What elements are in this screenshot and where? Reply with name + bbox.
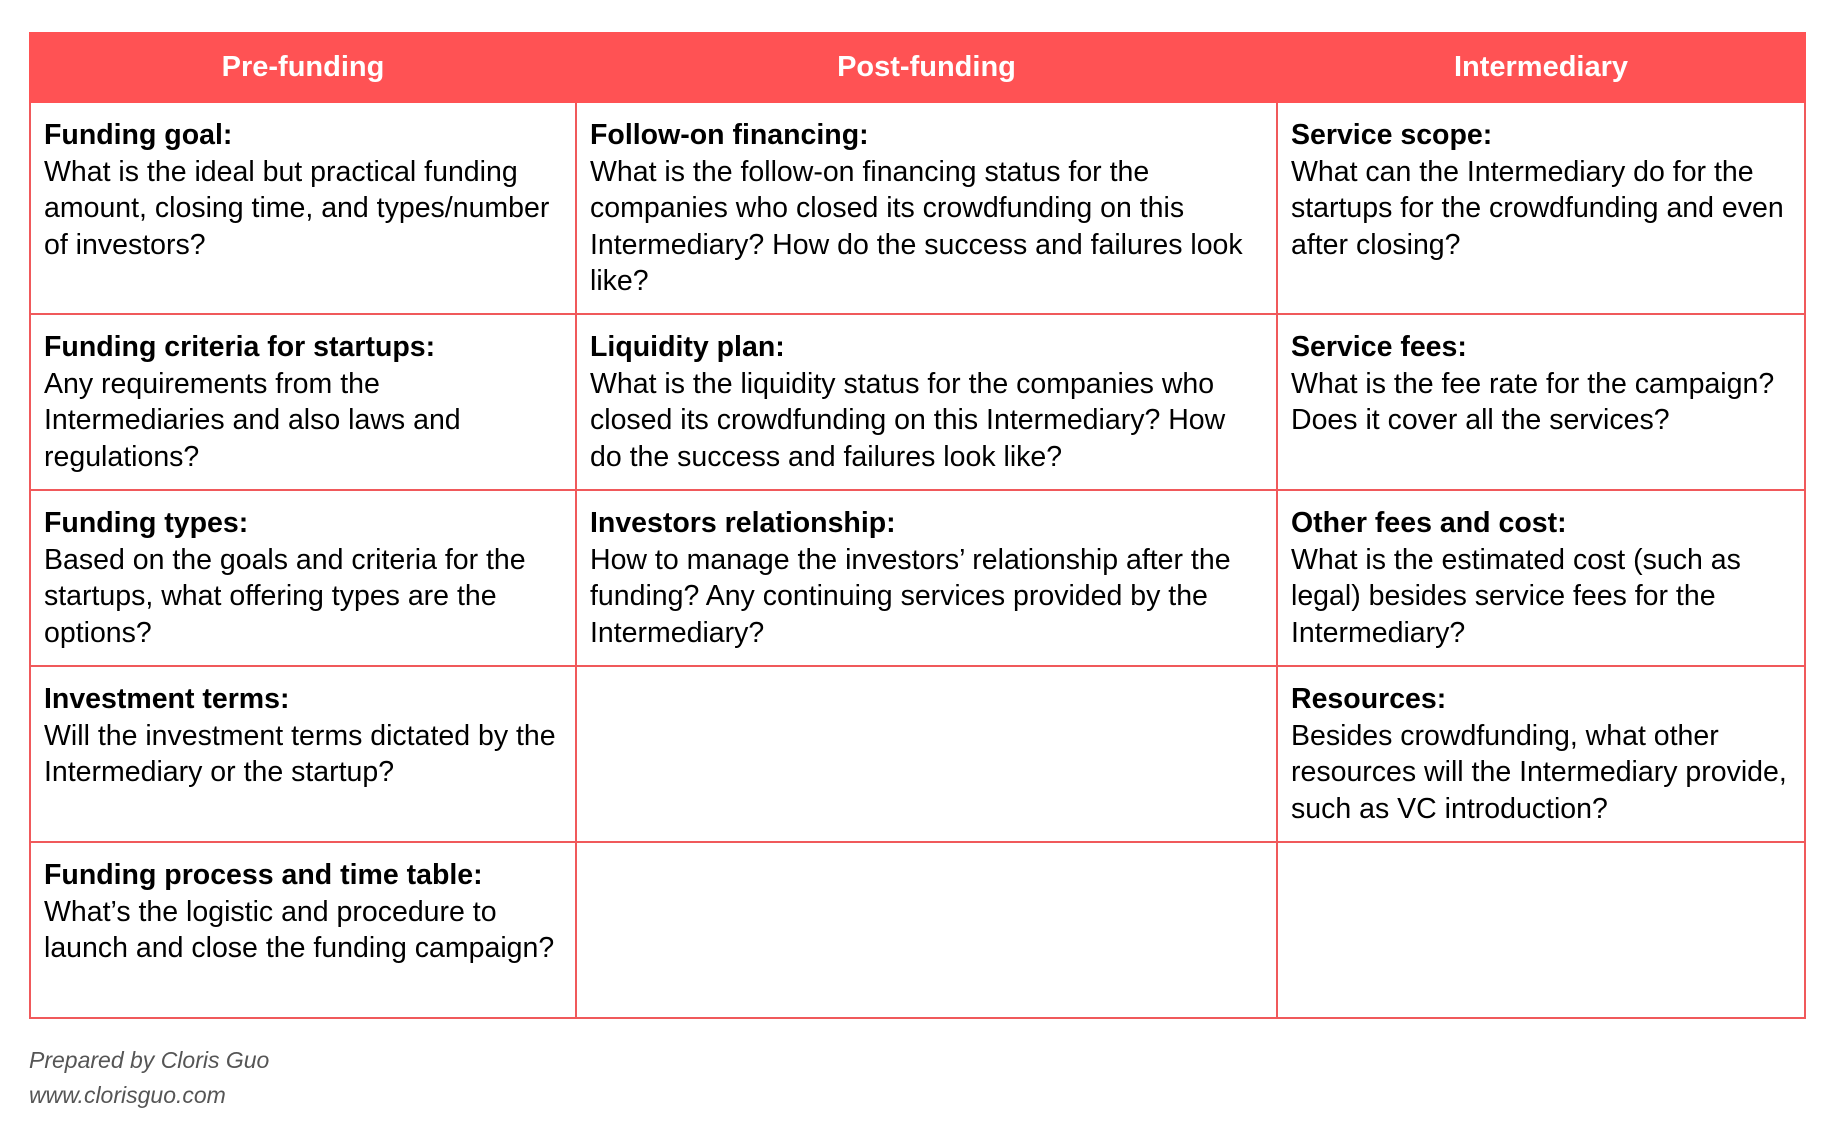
cell-body: Any requirements from the Intermediaries and also laws and regulations? <box>44 367 461 473</box>
table-cell <box>1277 490 1805 666</box>
cell-title: Funding goal: <box>44 119 233 151</box>
table-row <box>30 314 1805 490</box>
table-cell <box>30 666 576 842</box>
table-cell-empty <box>576 666 1277 842</box>
website-text: www.clorisguo.com <box>29 1082 226 1108</box>
table-cell <box>1277 102 1805 314</box>
column-header-post-funding: Post-funding <box>576 33 1277 102</box>
cell-title: Funding process and time table: <box>44 859 483 891</box>
column-header-intermediary: Intermediary <box>1277 33 1805 102</box>
cell-body: What is the liquidity status for the companies who closed its crowdfunding on this Intermediary? How do the success and failures look like? <box>590 367 1226 473</box>
checklist-table-container <box>29 32 1804 1019</box>
cell-title: Resources: <box>1291 683 1447 715</box>
prepared-by-text: Prepared by Cloris Guo <box>29 1047 270 1073</box>
table-cell <box>30 842 576 1018</box>
cell-body: Will the investment terms dictated by the Intermediary or the startup? <box>44 719 556 788</box>
cell-title: Investors relationship: <box>590 507 896 539</box>
cell-title: Funding types: <box>44 507 249 539</box>
table-cell <box>1277 666 1805 842</box>
cell-body: What is the fee rate for the campaign? Does it cover all the services? <box>1291 367 1775 436</box>
table-cell <box>576 490 1277 666</box>
cell-body: How to manage the investors’ relationship after the funding? Any continuing services provided by the Intermediary? <box>590 543 1231 649</box>
cell-body: Besides crowdfunding, what other resources will the Intermediary provide, such as VC introduction? <box>1291 719 1787 825</box>
table-cell <box>30 102 576 314</box>
cell-title: Investment terms: <box>44 683 290 715</box>
cell-title: Service fees: <box>1291 331 1467 363</box>
cell-title: Service scope: <box>1291 119 1493 151</box>
cell-title: Funding criteria for startups: <box>44 331 436 363</box>
column-header-pre-funding: Pre-funding <box>30 33 576 102</box>
table-cell <box>1277 314 1805 490</box>
cell-title: Liquidity plan: <box>590 331 785 363</box>
cell-body: What is the ideal but practical funding amount, closing time, and types/number of investors? <box>44 155 550 261</box>
table-cell <box>576 102 1277 314</box>
cell-title: Follow-on financing: <box>590 119 869 151</box>
cell-body: What is the follow-on financing status for the companies who closed its crowdfunding on this Intermediary? How do the success and failures look like? <box>590 155 1243 297</box>
cell-body: Based on the goals and criteria for the startups, what offering types are the options? <box>44 543 526 649</box>
table-cell-empty <box>576 842 1277 1018</box>
header-row <box>30 33 1805 102</box>
table-cell <box>30 490 576 666</box>
cell-body: What can the Intermediary do for the startups for the crowdfunding and even after closing? <box>1291 155 1784 261</box>
cell-title: Other fees and cost: <box>1291 507 1567 539</box>
cell-body: What is the estimated cost (such as legal) besides service fees for the Intermediary? <box>1291 543 1741 649</box>
table-cell <box>30 314 576 490</box>
table-cell-empty <box>1277 842 1805 1018</box>
crowdfunding-checklist-table <box>29 32 1806 1019</box>
table-row <box>30 490 1805 666</box>
table-row <box>30 842 1805 1018</box>
table-cell <box>576 314 1277 490</box>
table-row <box>30 666 1805 842</box>
footer-credits <box>29 1043 269 1113</box>
cell-body: What’s the logistic and procedure to launch and close the funding campaign? <box>44 895 555 964</box>
table-row <box>30 102 1805 314</box>
